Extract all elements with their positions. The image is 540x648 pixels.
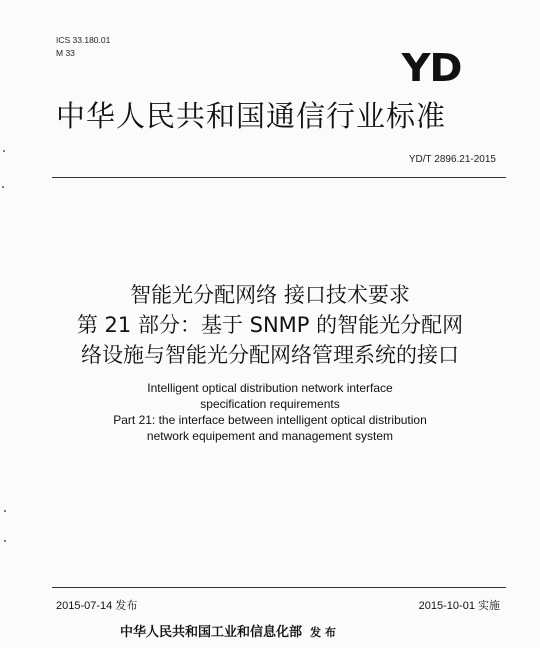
issuer-line: [120, 621, 336, 640]
ccs-code: M 33: [56, 48, 75, 58]
header-divider: [52, 177, 506, 178]
scan-speck: [2, 186, 4, 188]
ics-code: ICS 33.180.01: [56, 35, 111, 45]
publish-date: 2015-07-14 发布: [56, 600, 138, 612]
chinese-title: [0, 280, 540, 370]
standard-number: YD/T 2896.21-2015: [408, 154, 496, 165]
scan-speck: [3, 150, 5, 152]
scan-speck: [4, 540, 6, 542]
issuer-suffix: 发 布: [310, 626, 336, 639]
yd-logo: YD: [401, 46, 462, 90]
scan-speck: [4, 510, 6, 512]
chinese-title-line: 第 21 部分：基于 SNMP 的智能光分配网: [76, 313, 464, 337]
english-title-line: Part 21: the interface between intelligent optical distribution: [113, 413, 427, 427]
footer-divider: [52, 587, 506, 588]
chinese-title-line: 络设施与智能光分配网络管理系统的接口: [81, 343, 459, 367]
implement-date: 2015-10-01 实施: [418, 600, 500, 612]
classification-codes: [56, 34, 110, 60]
org-title: 中华人民共和国通信行业标准: [56, 99, 447, 133]
english-title-line: specification requirements: [200, 397, 340, 411]
english-title-line: Intelligent optical distribution network interface: [147, 381, 393, 395]
issuer-name: 中华人民共和国工业和信息化部: [120, 625, 303, 640]
english-title-line: network equipement and management system: [146, 429, 394, 443]
chinese-title-line: 智能光分配网络 接口技术要求: [130, 283, 410, 307]
english-title: [0, 380, 540, 444]
